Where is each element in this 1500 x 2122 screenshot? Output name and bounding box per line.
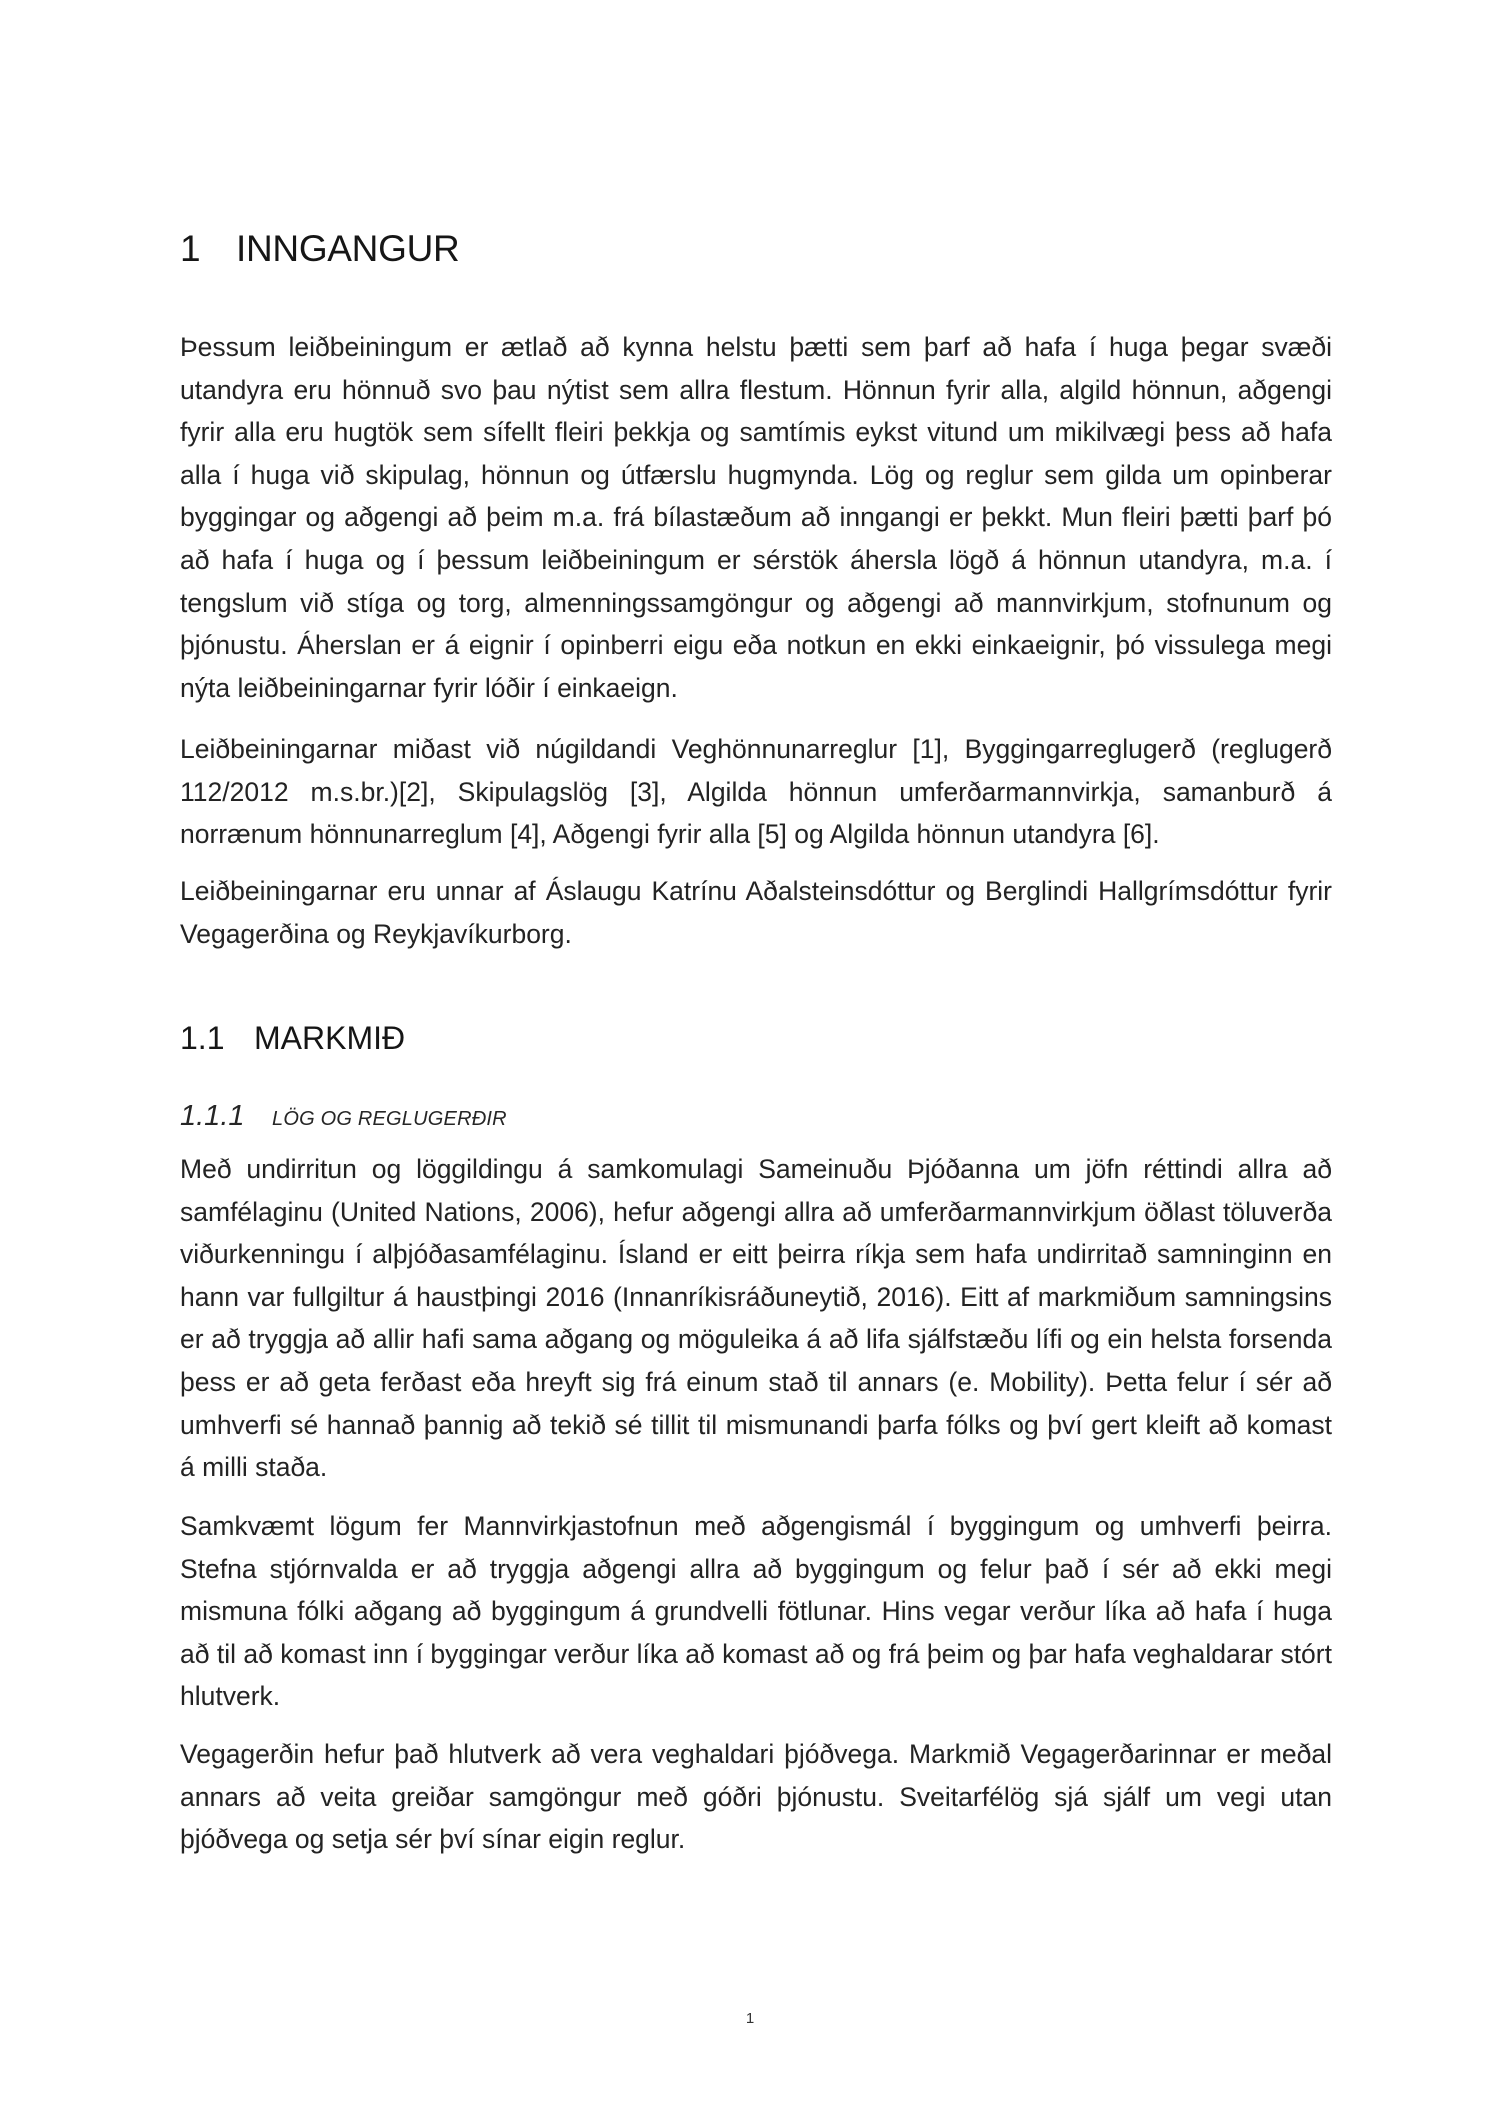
intro-paragraph-1: Þessum leiðbeiningum er ætlað að kynna helstu þætti sem þarf að hafa í huga þegar svæði utandyra eru hönnuð svo þau nýtist sem allra flestum. Hönnun fyrir alla, algild hönnun, aðgengi fyrir alla eru hugtök sem sífellt fleiri þekkja og samtímis eykst vitund um mikilvægi þess að hafa alla í huga við skipulag, hönnun og útfærslu hugmynda. Lög og reglur sem gilda um opinberar byggingar og aðgengi að þeim m.a. frá bílastæðum að inngangi er þekkt. Mun fleiri þætti þarf þó að hafa í huga og í þessum leiðbeiningum er sérstök áhersla lögð á hönnun utandyra, m.a. í tengslum við stíga og torg, almenningssamgöngur og aðgengi að mannvirkjum, stofnunum og þjónustu. Áherslan er á eignir í opinberri eigu eða notkun en ekki einkaeignir, þó vissulega megi nýta leiðbeiningarnar fyrir lóðir í einkaeign. [180, 332, 1332, 703]
intro-paragraph-3: Leiðbeiningarnar eru unnar af Áslaugu Katrínu Aðalsteinsdóttur og Berglindi Hallgrímsdóttur fyrir Vegagerðina og Reykjavíkurborg. [180, 876, 1332, 949]
chapter-title: INNGANGUR [236, 228, 460, 269]
subsection-heading [180, 1100, 1332, 1133]
subsection-title: LÖG OG REGLUGERÐIR [272, 1108, 507, 1130]
section-heading [180, 1020, 1332, 1057]
section-title: MARKMIÐ [254, 1020, 406, 1056]
page-number: 1 [745, 2010, 755, 2027]
intro-paragraph-2: Leiðbeiningarnar miðast við núgildandi Veghönnunarreglur [1], Byggingarreglugerð (reglugerð 112/2012 m.s.br.)[2], Skipulagslög [3], Algilda hönnun umferðarmannvirkja, samanburð á norrænum hönnunarreglum [4], Aðgengi fyrir alla [5] og Algilda hönnun utandyra [6]. [180, 734, 1332, 850]
chapter-heading [180, 228, 1332, 270]
section-paragraph-3: Vegagerðin hefur það hlutverk að vera veghaldari þjóðvega. Markmið Vegagerðarinnar er meðal annars að veita greiðar samgöngur með góðri þjónustu. Sveitarfélög sjá sjálf um vegi utan þjóðvega og setja sér því sínar eigin reglur. [180, 1739, 1332, 1855]
section-number: 1.1 [180, 1020, 225, 1056]
subsection-number: 1.1.1 [180, 1100, 245, 1132]
chapter-number: 1 [180, 228, 201, 269]
section-paragraph-1: Með undirritun og löggildingu á samkomulagi Sameinuðu Þjóðanna um jöfn réttindi allra að samfélaginu (United Nations, 2006), hefur aðgengi allra að umferðarmannvirkjum öðlast töluverða viðurkenningu í alþjóðasamfélaginu. Ísland er eitt þeirra ríkja sem hafa undirritað samninginn en hann var fullgiltur á haustþingi 2016 (Innanríkisráðuneytið, 2016). Eitt af markmiðum samningsins er að tryggja að allir hafi sama aðgang og möguleika á að lifa sjálfstæðu lífi og ein helsta forsenda þess er að geta ferðast eða hreyft sig frá einum stað til annars (e. Mobility). Þetta felur í sér að umhverfi sé hannað þannig að tekið sé tillit til mismunandi þarfa fólks og því gert kleift að komast á milli staða. [180, 1154, 1332, 1483]
section-paragraph-2: Samkvæmt lögum fer Mannvirkjastofnun með aðgengismál í byggingum og umhverfi þeirra. Stefna stjórnvalda er að tryggja aðgengi allra að byggingum og felur það í sér að ekki megi mismuna fólki aðgang að byggingum á grundvelli fötlunar. Hins vegar verður líka að hafa í huga að til að komast inn í byggingar verður líka að komast að og frá þeim og þar hafa veghaldarar stórt hlutverk. [180, 1511, 1332, 1712]
